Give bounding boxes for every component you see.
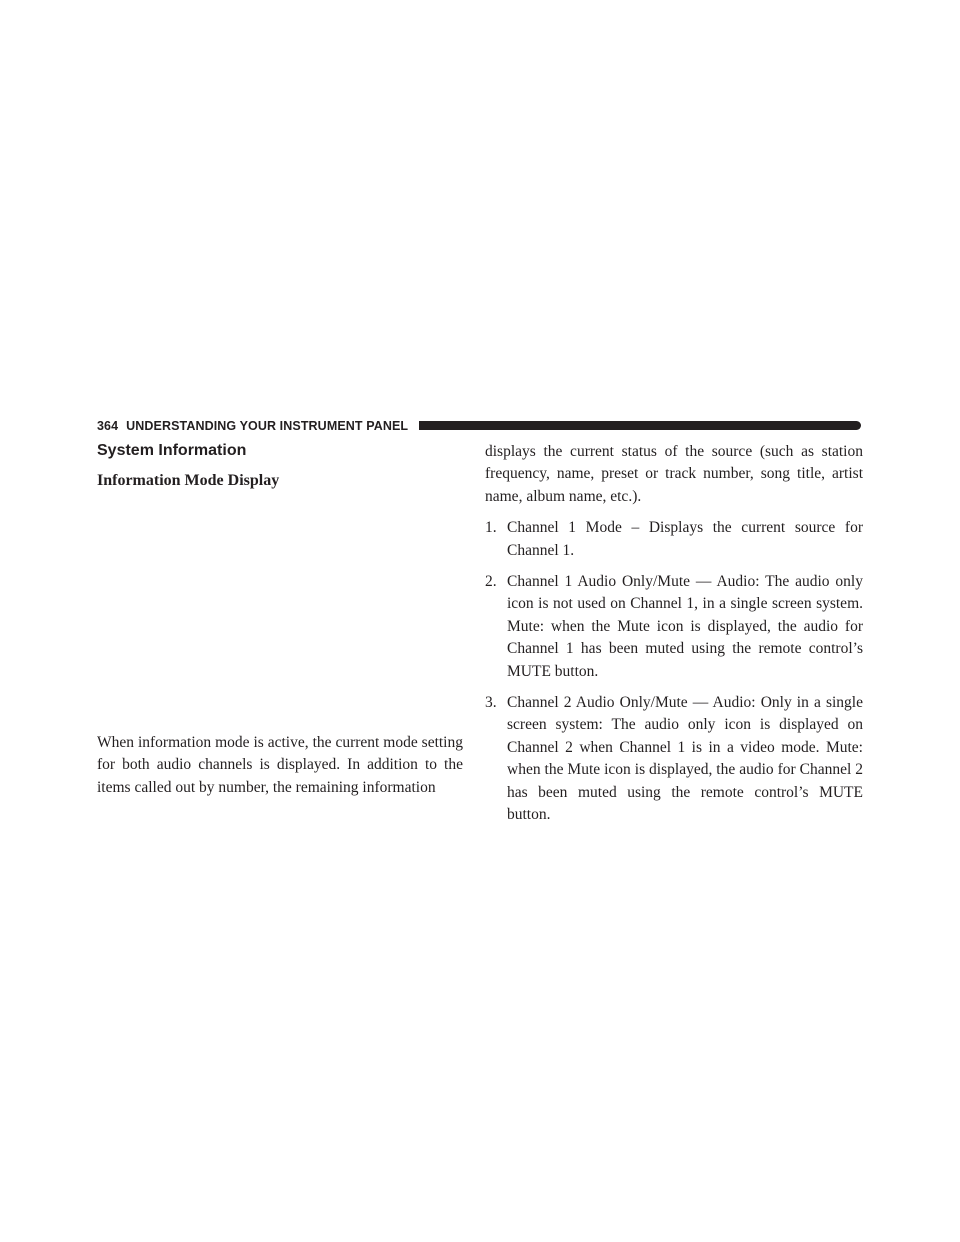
list-item-text: Channel 1 Mode – Displays the current source for Channel 1.	[507, 519, 863, 559]
list-item	[485, 692, 863, 826]
numbered-list	[485, 517, 863, 826]
section-title: System Information	[97, 442, 247, 459]
list-item-text: Channel 2 Audio Only/Mute — Audio: Only in a single screen system: The audio only icon is displayed on Channel 2 when Channel 1 is in a video mode. Mute: when the Mute icon is displayed, the audio for Channel 2 has been muted using the remote control’s MUTE button.	[507, 694, 863, 824]
list-item-text: Channel 1 Audio Only/Mute — Audio: The audio only icon is not used on Channel 1, in a single screen system. Mute: when the Mute icon is displayed, the audio for Channel 1 has been muted using the remote control’s MUTE button.	[507, 573, 863, 680]
list-item	[485, 517, 863, 562]
running-title: UNDERSTANDING YOUR INSTRUMENT PANEL	[126, 419, 409, 433]
list-item-number: 1.	[485, 519, 497, 537]
running-header	[97, 418, 863, 434]
right-column	[485, 441, 863, 827]
list-item-number: 2.	[485, 573, 497, 591]
header-text	[97, 419, 408, 433]
continued-paragraph: displays the current status of the source (such as station frequency, name, preset or track number, song title, artist name, album name, etc.).	[485, 443, 863, 505]
list-item-number: 3.	[485, 694, 497, 712]
list-item	[485, 571, 863, 683]
page-number: 364	[97, 419, 119, 433]
header-rule-bar	[419, 421, 861, 430]
subsection-title: Information Mode Display	[97, 472, 280, 489]
left-column	[97, 732, 463, 799]
intro-paragraph: When information mode is active, the current mode setting for both audio channels is displayed. In addition to the items called out by number, the remaining information	[97, 734, 463, 796]
figure-placeholder	[97, 500, 463, 720]
